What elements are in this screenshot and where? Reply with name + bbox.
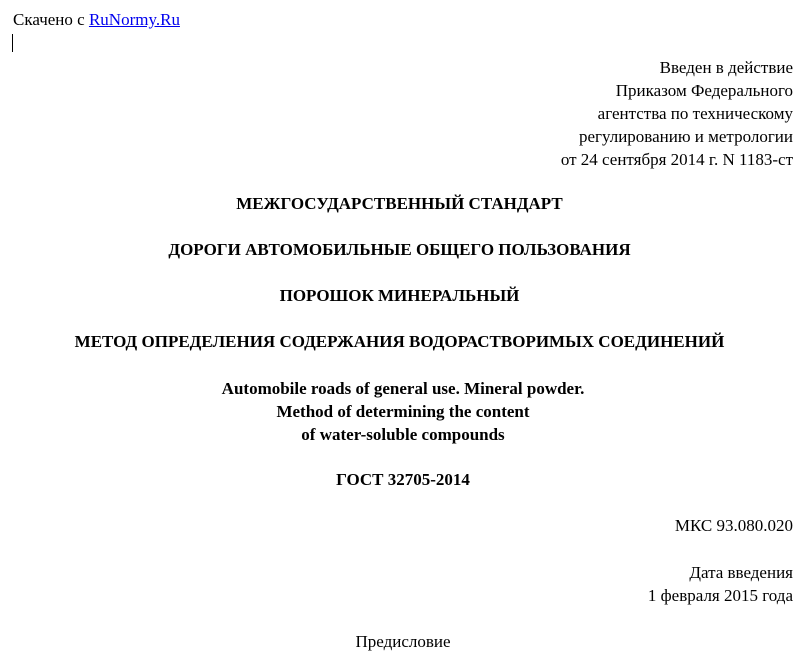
approval-line: регулированию и метрологии <box>578 127 793 146</box>
english-title-line: Automobile roads of general use. Mineral powder. <box>221 379 585 398</box>
heading-roads: ДОРОГИ АВТОМОБИЛЬНЫЕ ОБЩЕГО ПОЛЬЗОВАНИЯ <box>168 240 631 259</box>
introduction-date-label: Дата введения <box>689 563 793 582</box>
source-prefix: Скачено с <box>13 10 89 29</box>
approval-line: Введен в действие <box>659 58 793 77</box>
source-link[interactable]: RuNormy.Ru <box>88 10 180 29</box>
english-title-line: of water-soluble compounds <box>301 425 505 444</box>
heading-interstate-standard: МЕЖГОСУДАРСТВЕННЫЙ СТАНДАРТ <box>236 194 563 213</box>
approval-line: Приказом Федерального <box>615 81 793 100</box>
introduction-date-value: 1 февраля 2015 года <box>647 586 793 605</box>
introduction-date <box>648 561 793 607</box>
heading-method: МЕТОД ОПРЕДЕЛЕНИЯ СОДЕРЖАНИЯ ВОДОРАСТВОРИМЫХ СОЕДИНЕНИЙ <box>74 332 725 351</box>
approval-line: от 24 сентября 2014 г. N 1183-ст <box>560 150 793 169</box>
heading-mineral-powder: ПОРОШОК МИНЕРАЛЬНЫЙ <box>279 286 520 305</box>
text-cursor <box>12 34 13 52</box>
standard-number: ГОСТ 32705-2014 <box>336 470 470 489</box>
mks-code: МКС 93.080.020 <box>674 516 793 535</box>
english-title <box>0 377 799 446</box>
english-title-line: Method of determining the content <box>276 402 530 421</box>
approval-block <box>561 56 793 171</box>
source-line <box>13 9 180 31</box>
foreword-heading: Предисловие <box>355 632 451 651</box>
approval-line: агентства по техническому <box>597 104 793 123</box>
